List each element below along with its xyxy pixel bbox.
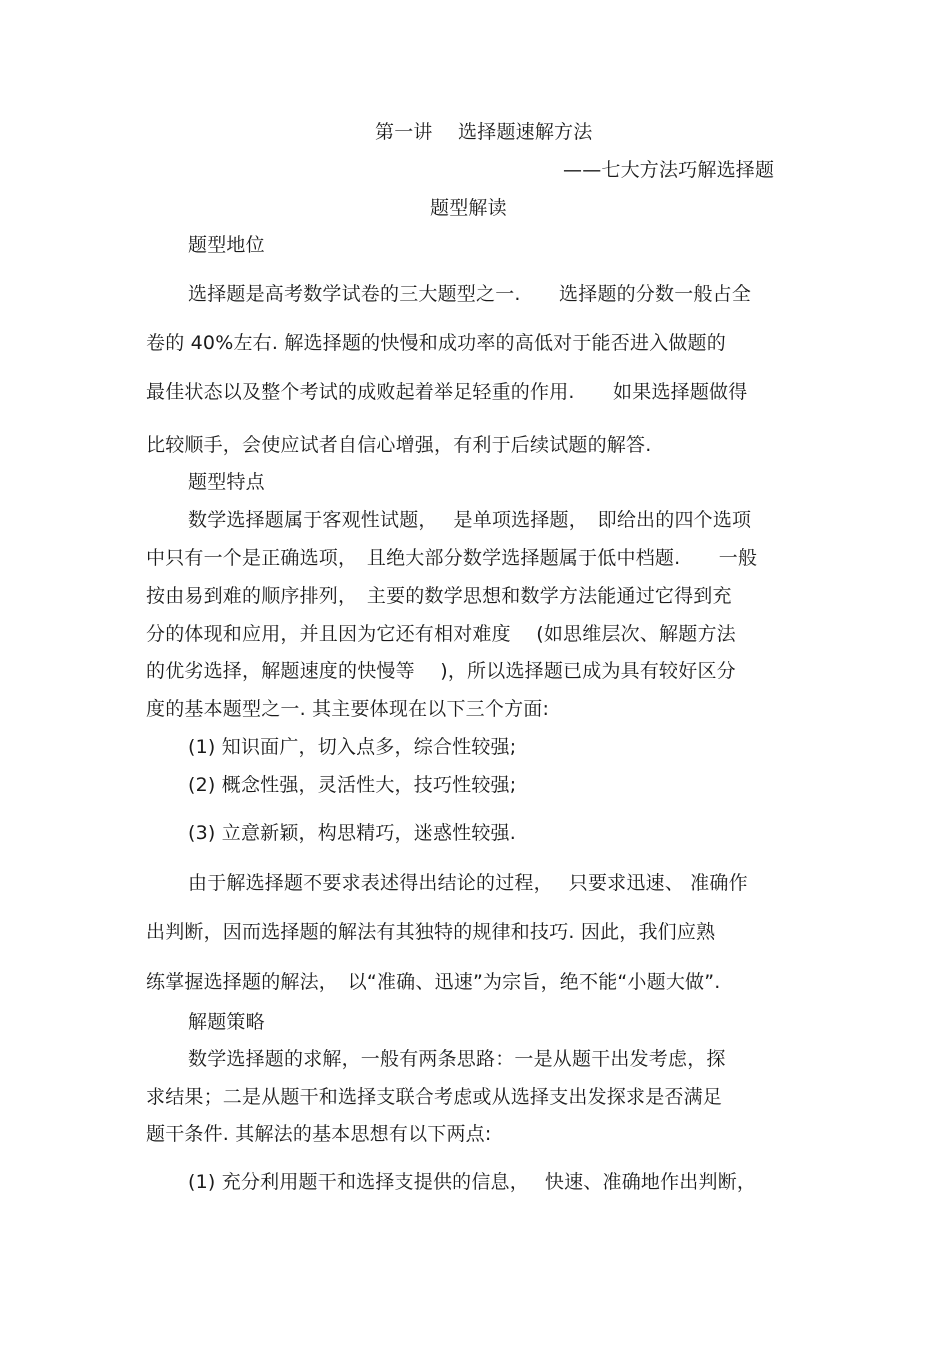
paragraph-line: 按由易到难的顺序排列， 主要的数学思想和数学方法能通过它得到充	[146, 585, 732, 607]
paragraph-line: 度的基本题型之一. 其主要体现在以下三个方面:	[146, 698, 550, 720]
list-item: (1) 充分利用题干和选择支提供的信息， 快速、准确地作出判断，	[188, 1171, 757, 1193]
paragraph-line: 比较顺手，会使应试者自信心增强，有利于后续试题的解答.	[146, 434, 652, 456]
paragraph-line: 数学选择题的求解，一般有两条思路：一是从题干出发考虑，探	[188, 1048, 726, 1070]
subsection-heading-position: 题型地位	[188, 234, 265, 256]
list-item: (3) 立意新颖，构思精巧，迷惑性较强.	[188, 822, 516, 844]
subsection-heading-features: 题型特点	[188, 471, 265, 493]
section-heading: 题型解读	[430, 197, 507, 219]
lecture-subtitle: ——七大方法巧解选择题	[563, 159, 775, 181]
paragraph-line: 出判断，因而选择题的解法有其独特的规律和技巧. 因此，我们应熟	[146, 921, 716, 943]
paragraph-line: 中只有一个是正确选项， 且绝大部分数学选择题属于低中档题. 一般	[146, 547, 758, 569]
paragraph-line: 数学选择题属于客观性试题， 是单项选择题， 即给出的四个选项	[188, 509, 752, 531]
paragraph-line: 分的体现和应用，并且因为它还有相对难度 (如思维层次、解题方法	[146, 623, 736, 645]
paragraph-line: 练掌握选择题的解法， 以“准确、迅速”为宗旨，绝不能“小题大做”.	[146, 971, 721, 993]
paragraph-line: 题干条件. 其解法的基本思想有以下两点:	[146, 1123, 492, 1145]
paragraph-line: 选择题是高考数学试卷的三大题型之一. 选择题的分数一般占全	[188, 283, 752, 305]
subsection-heading-strategy: 解题策略	[188, 1011, 265, 1033]
list-item: (1) 知识面广，切入点多，综合性较强;	[188, 736, 517, 758]
paragraph-line: 由于解选择题不要求表述得出结论的过程， 只要求迅速、 准确作	[188, 872, 748, 894]
paragraph-line: 最佳状态以及整个考试的成败起着举足轻重的作用. 如果选择题做得	[146, 381, 748, 403]
list-item: (2) 概念性强，灵活性大，技巧性较强;	[188, 774, 517, 796]
paragraph-line: 卷的 40%左右. 解选择题的快慢和成功率的高低对于能否进入做题的	[146, 332, 726, 354]
paragraph-line: 求结果；二是从题干和选择支联合考虑或从选择支出发探求是否满足	[146, 1086, 723, 1108]
lecture-title: 第一讲 选择题速解方法	[375, 121, 593, 143]
paragraph-line: 的优劣选择，解题速度的快慢等 )，所以选择题已成为具有较好区分	[146, 660, 736, 682]
